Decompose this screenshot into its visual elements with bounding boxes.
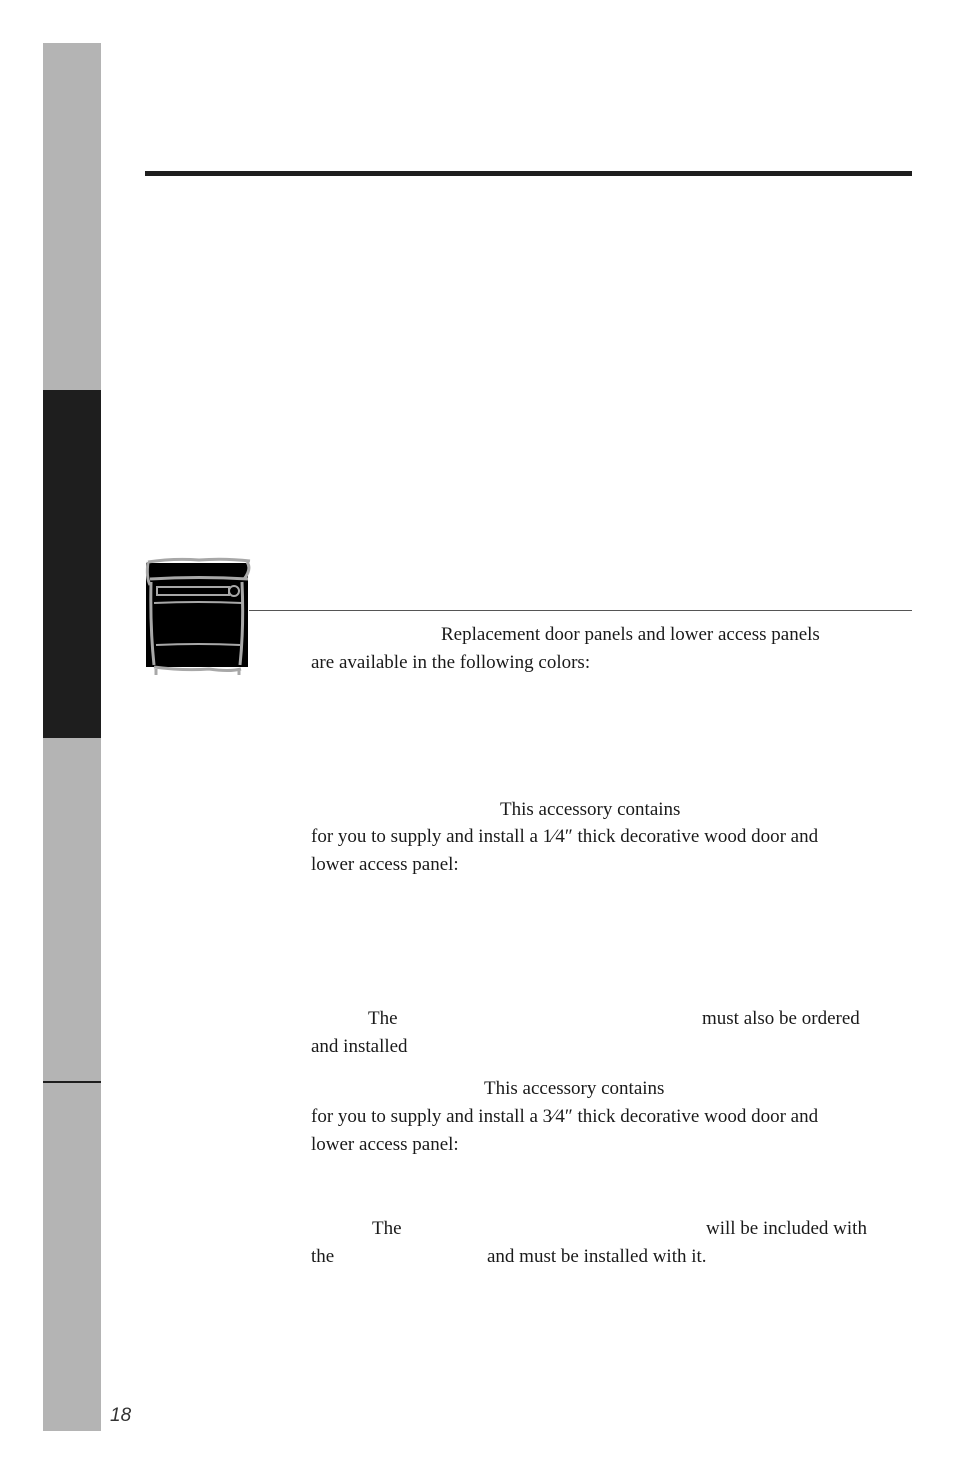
note-three-quarter-the: The [372,1218,402,1239]
accessory-quarter-line-1: This accessory contains [500,799,681,820]
note-three-quarter-line-1: will be included with [706,1218,867,1239]
page-number: 18 [110,1405,132,1426]
accessory-three-quarter-line-1: This accessory contains [484,1078,665,1099]
panels-line-1: Replacement door panels and lower access panels [441,624,820,645]
accessory-three-quarter-line-2: for you to supply and install a 3⁄4″ thick decorative wood door and [311,1106,819,1127]
side-tab-1 [43,43,101,390]
note-quarter-line-1: must also be ordered [702,1008,860,1029]
note-quarter-the: The [368,1008,398,1029]
accessory-three-quarter-line-3: lower access panel: [311,1134,459,1155]
note-three-quarter-the-2: the [311,1246,335,1267]
side-tab-4 [43,1083,101,1431]
side-tab-active [43,390,101,738]
accessory-quarter-line-2: for you to supply and install a 1⁄4″ thick decorative wood door and [311,826,819,847]
section-rule [249,610,912,611]
side-tab-3 [43,738,101,1083]
dishwasher-icon [144,557,252,677]
header-rule [145,171,912,176]
panels-line-2: are available in the following colors: [311,652,591,673]
note-three-quarter-line-2: and must be installed with it. [487,1246,707,1267]
note-quarter-line-2: and installed [311,1036,408,1057]
accessory-quarter-line-3: lower access panel: [311,854,459,875]
